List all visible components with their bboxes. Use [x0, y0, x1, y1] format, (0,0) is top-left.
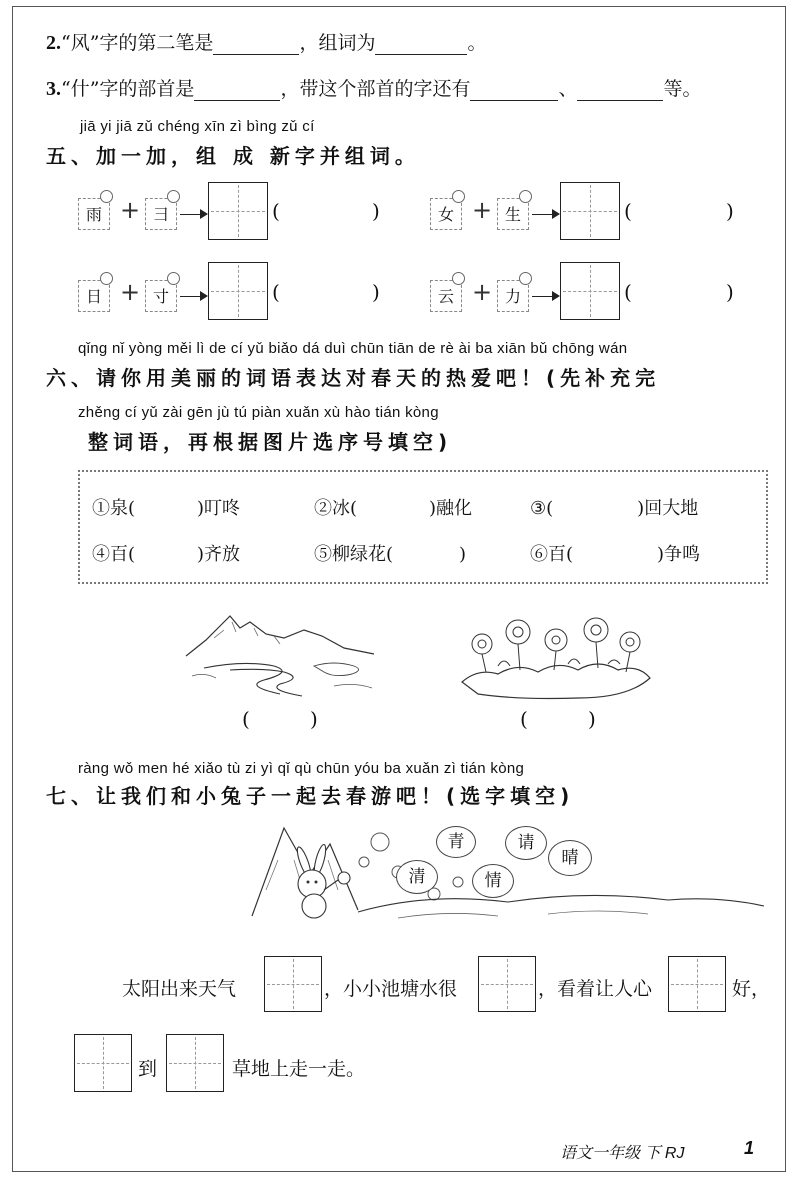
tian-grid-box[interactable] [208, 262, 268, 320]
char-card [78, 198, 110, 230]
char-bubble[interactable]: 晴 [548, 840, 592, 876]
sun-icon [100, 272, 113, 285]
plus-sign: + [120, 196, 141, 224]
sun-icon [100, 190, 113, 203]
page-number: 1 [744, 1138, 755, 1158]
paren-right: ) [726, 199, 734, 223]
picture-paren-left: ( [520, 707, 528, 731]
option-rest: )融化 [429, 498, 473, 519]
picture-answer-blank[interactable] [534, 710, 588, 732]
picture-paren-right: ) [310, 707, 318, 731]
card-char: 力 [504, 287, 521, 306]
flowers-illustration [458, 612, 654, 702]
plus-sign: + [472, 278, 493, 306]
card-char: 彐 [152, 205, 169, 224]
char-bubble[interactable]: 青 [436, 826, 476, 858]
paren-left: ( [624, 280, 632, 304]
question-text: ，带这个部首的字还有 [280, 78, 471, 100]
sun-icon [167, 272, 180, 285]
arrow-icon [532, 214, 558, 215]
arrow-icon [532, 296, 558, 297]
sun-icon [452, 190, 465, 203]
option-4 [92, 540, 240, 566]
picture-paren-left: ( [242, 707, 250, 731]
option-rest: )争鸣 [657, 544, 701, 565]
arrow-icon [180, 296, 206, 297]
tian-grid-box[interactable] [560, 182, 620, 240]
section5-title: 五、加一加，组 成 新字并组词。 [46, 144, 420, 168]
option-rest: ) [459, 544, 467, 565]
question-text: 。 [467, 32, 487, 54]
option-6 [530, 540, 700, 566]
char-card [145, 280, 177, 312]
answer-blank[interactable] [213, 36, 299, 55]
answer-blank[interactable] [194, 82, 280, 101]
question-text: ，组词为 [299, 32, 376, 54]
tian-grid-box[interactable] [478, 956, 536, 1012]
paren-right: ) [726, 280, 734, 304]
paren-left: ( [272, 280, 280, 304]
tian-grid-box[interactable] [208, 182, 268, 240]
answer-blank[interactable] [470, 82, 558, 101]
question-2 [46, 28, 486, 55]
char-card [430, 198, 462, 230]
sentence-part: 草地上走一走。 [232, 1058, 366, 1080]
tian-grid-box[interactable] [166, 1034, 224, 1092]
option-label: ③( [530, 498, 554, 519]
paren-right: ) [372, 199, 380, 223]
options-box [78, 470, 768, 584]
char-card [430, 280, 462, 312]
card-char: 云 [437, 287, 454, 306]
char-card [497, 280, 529, 312]
option-rest: )回大地 [637, 498, 699, 519]
card-char: 雨 [85, 205, 102, 224]
tian-grid-box[interactable] [74, 1034, 132, 1092]
char-bubble[interactable]: 情 [472, 864, 514, 898]
question-number: 2. [46, 32, 61, 54]
sun-icon [519, 272, 532, 285]
question-text: 等。 [663, 78, 702, 100]
option-5 [314, 540, 466, 566]
paren-left: ( [272, 199, 280, 223]
plus-sign: + [472, 196, 493, 224]
question-text: “什”字的部首是 [61, 78, 195, 100]
question-3 [46, 74, 701, 101]
option-1 [92, 494, 240, 520]
section5-pinyin: jiā yi jiā zǔ chéng xīn zì bìng zǔ cí [80, 118, 315, 135]
option-rest: )齐放 [197, 544, 241, 565]
card-char: 女 [437, 205, 454, 224]
char-bubble[interactable]: 请 [505, 826, 547, 860]
question-text: 、 [558, 78, 578, 100]
option-2 [314, 494, 472, 520]
answer-blank[interactable] [375, 36, 467, 55]
option-label: ⑥百( [530, 544, 574, 565]
picture-paren-right: ) [588, 707, 596, 731]
paren-right: ) [372, 280, 380, 304]
option-label: ①泉( [92, 498, 136, 519]
option-label: ④百( [92, 544, 136, 565]
sun-icon [452, 272, 465, 285]
card-char: 寸 [152, 287, 169, 306]
char-card [497, 198, 529, 230]
option-label: ⑤柳绿花( [314, 544, 394, 565]
sentence-part: 好， [732, 978, 771, 1000]
sentence-part: ，看着让人心 [538, 978, 653, 1000]
picture-answer-blank[interactable] [256, 710, 310, 732]
sentence-part: 到 [138, 1058, 158, 1080]
option-3 [530, 494, 698, 520]
question-number: 3. [46, 78, 61, 100]
section6-title-line2: 整词语，再根据图片选序号填空) [88, 430, 453, 454]
option-label: ②冰( [314, 498, 358, 519]
book-label: 语文一年级 下 RJ [560, 1145, 685, 1162]
tian-grid-box[interactable] [560, 262, 620, 320]
tian-grid-box[interactable] [668, 956, 726, 1012]
char-card [78, 280, 110, 312]
char-card [145, 198, 177, 230]
section6-pinyin-line1: qǐng nǐ yòng měi lì de cí yǔ biǎo dá duì chūn tiān de rè ài ba xiān bǔ chōng wán [78, 340, 628, 357]
sun-icon [519, 190, 532, 203]
section7-title: 七、让我们和小兔子一起去春游吧！(选字填空) [46, 784, 575, 808]
sentence-part: 太阳出来天气 [122, 978, 237, 1000]
paren-left: ( [624, 199, 632, 223]
card-char: 生 [504, 205, 521, 224]
card-char: 日 [85, 287, 102, 306]
section7-pinyin: ràng wǒ men hé xiǎo tù zi yì qǐ qù chūn yóu ba xuǎn zì tián kòng [78, 760, 525, 777]
section6-pinyin-line2: zhěng cí yǔ zài gēn jù tú piàn xuǎn xù hào tián kòng [78, 404, 439, 421]
tian-grid-box[interactable] [264, 956, 322, 1012]
sentence-part: ，小小池塘水很 [324, 978, 458, 1000]
answer-blank[interactable] [577, 82, 663, 101]
question-text: “风”字的第二笔是 [61, 32, 214, 54]
melting-river-illustration [184, 608, 384, 700]
option-rest: )叮咚 [197, 498, 241, 519]
section6-title-line1: 六、请你用美丽的词语表达对春天的热爱吧！(先补充完 [46, 366, 661, 390]
plus-sign: + [120, 278, 141, 306]
arrow-icon [180, 214, 206, 215]
char-bubble[interactable]: 清 [396, 860, 438, 894]
sun-icon [167, 190, 180, 203]
